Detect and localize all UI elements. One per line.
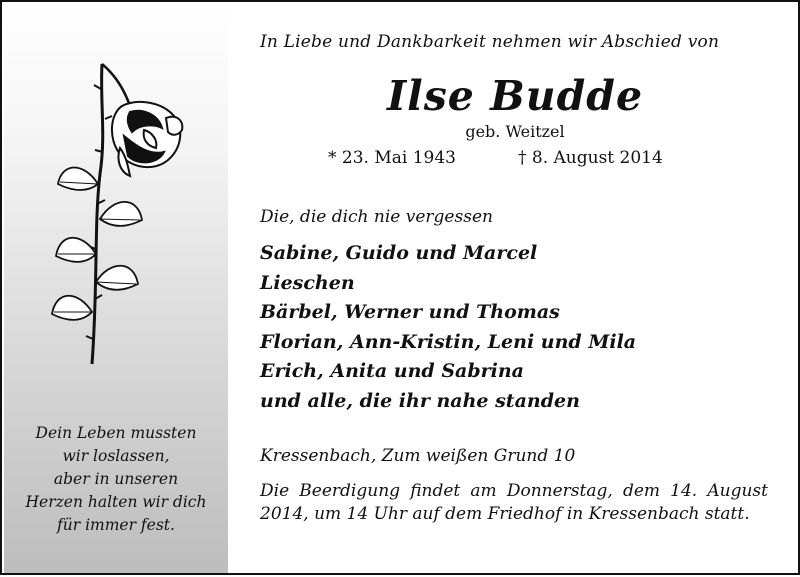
- funeral-info: Die Beerdigung findet am Donnerstag, dem 14. August 2014, um 14 Uhr auf dem Friedhof in Kressenbach statt.: [260, 481, 768, 524]
- mourner-line: Erich, Anita und Sabrina: [260, 360, 524, 382]
- mourner-line: Sabine, Guido und Marcel: [260, 242, 538, 264]
- poem-line: aber in unseren: [53, 470, 179, 488]
- mourner-line: und alle, die ihr nahe standen: [260, 389, 580, 412]
- birth-name: geb. Weitzel: [465, 122, 565, 141]
- poem-line: Dein Leben mussten: [35, 424, 197, 442]
- mourners-intro: Die, die dich nie vergessen: [260, 207, 493, 227]
- intro-text: In Liebe und Dankbarkeit nehmen wir Abschied von: [260, 32, 720, 52]
- poem-line: Herzen halten wir dich: [25, 493, 207, 511]
- poem-line: wir loslassen,: [62, 447, 170, 465]
- death-date: † 8. August 2014: [518, 148, 663, 168]
- poem: [4, 422, 228, 537]
- poem-line: für immer fest.: [57, 516, 175, 534]
- address: Kressenbach, Zum weißen Grund 10: [260, 446, 576, 466]
- mourner-line: Lieschen: [260, 271, 355, 294]
- rose-icon: [34, 44, 204, 374]
- mourner-line: Florian, Ann-Kristin, Leni und Mila: [260, 330, 637, 353]
- mourner-line: Bärbel, Werner und Thomas: [260, 301, 560, 323]
- left-panel: [4, 4, 228, 573]
- notice-content: [228, 2, 800, 577]
- mourners-list: [260, 239, 780, 416]
- birth-date: * 23. Mai 1943: [328, 148, 456, 168]
- life-dates: [328, 148, 748, 168]
- deceased-name: Ilse Budde: [386, 72, 644, 120]
